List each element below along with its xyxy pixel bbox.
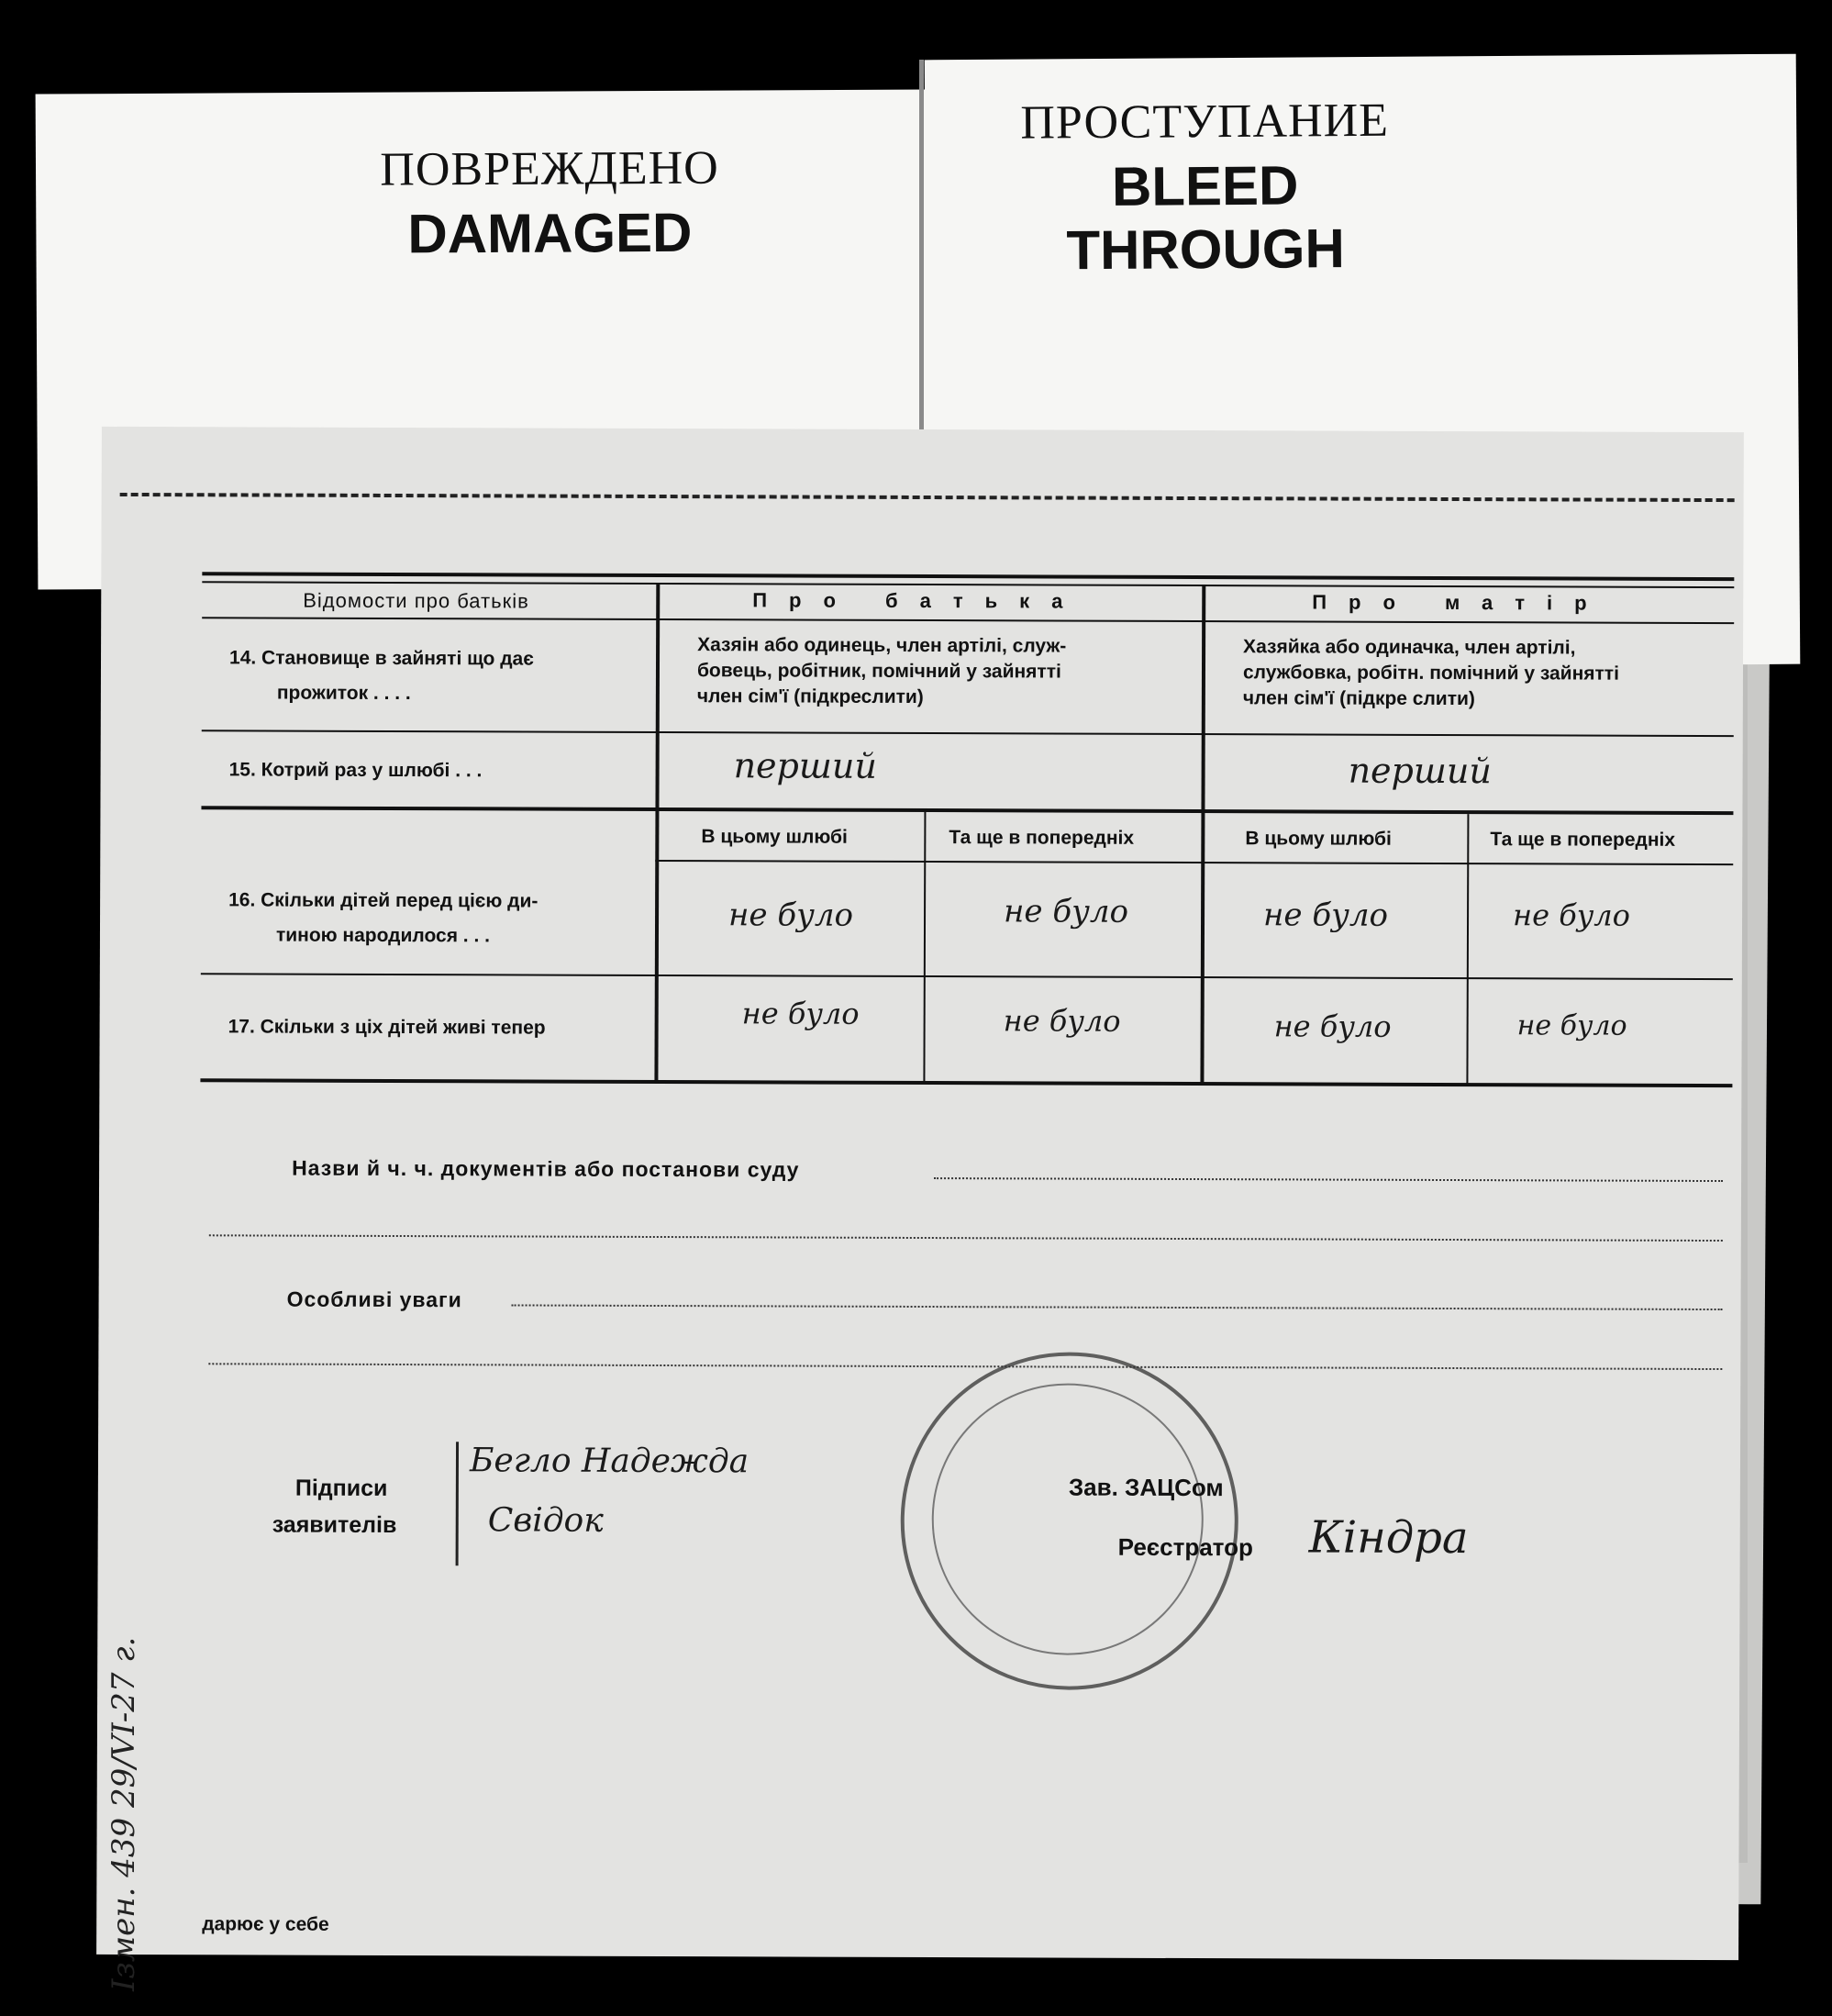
col-divider-mother [1466,814,1469,1085]
row17-value-1: не було [741,996,860,1031]
notes-line [512,1304,1723,1310]
subheader-previous-mother: Та ще в попередніх [1490,829,1676,851]
row16-value-4: не було [1512,897,1631,933]
bleed-label-ru: ПРОСТУПАНИЕ [1020,94,1390,150]
row14-label-2: прожиток . . . . [276,682,411,705]
registrar-label: Реєстратор [1117,1532,1253,1562]
subheader-this-marriage-mother: В цьому шлюбі [1245,828,1392,850]
row16-rule [201,973,1733,980]
row16-value-1: не було [727,897,854,934]
row14-mother-1: Хазяйка або одиначка, член артілі, [1243,636,1576,659]
damaged-label-ru: ПОВРЕЖДЕНО [380,141,719,196]
side-handwritten-note: Ізмен. 439 29/VI-27 г. [105,1636,142,1991]
official-stamp [900,1352,1238,1690]
row14-mother-3: член сім'ї (підкре слити) [1242,687,1475,710]
card-divider [919,60,924,436]
bottom-text: дарює у себе [202,1913,329,1935]
row17-value-4: не було [1516,1009,1627,1042]
row16-label-2: тиною народилося . . . [275,924,491,947]
zav-label: Зав. ЗАЦСом [1068,1473,1224,1502]
subheader-previous-father: Та ще в попередніх [949,827,1135,849]
header-rule [202,617,1734,624]
subheader-rule [655,860,1733,865]
registration-form [96,427,1744,1960]
notes-line-2 [208,1363,1722,1370]
row15-father-value: перший [733,745,877,786]
applicant-signature-1: Бегло Надежда [469,1442,749,1481]
header-mother: Про матір [1312,590,1609,615]
col-divider-father [923,812,926,1083]
stamp-inner-ring [931,1383,1204,1655]
notes-label: Особливі уваги [286,1286,462,1312]
tear-line [120,493,1735,502]
row16-value-3: не було [1262,897,1389,934]
row14-father-1: Хазяін або одинець, член артілі, служ- [697,634,1067,657]
row14-rule [202,730,1734,737]
documents-label: Назви й ч. ч. документів або постанови суду [292,1155,800,1182]
row17-value-2: не було [1003,1003,1121,1039]
row16-value-2: не було [1004,893,1129,930]
row15-mother-value: перший [1348,750,1492,792]
row14-label-1: 14. Становище в зайняті що дає [228,647,534,670]
applicants-signatures-label-1: Підписи [294,1475,388,1501]
applicant-signature-2: Свідок [487,1501,604,1540]
signature-brace [456,1442,459,1565]
subheader-this-marriage-father: В цьому шлюбі [701,826,848,848]
row16-label-1: 16. Скільки дітей перед цією ди- [228,889,538,912]
row14-father-3: член сім'ї (підкреслити) [696,685,924,708]
documents-line-2 [209,1234,1723,1242]
documents-line [934,1177,1723,1182]
row14-mother-2: службовка, робітн. помічний у зайнятті [1242,662,1620,685]
bleed-label-en: BLEED THROUGH [1066,154,1346,282]
header-father: Про батька [752,588,1085,613]
registrar-signature: Кіндра [1308,1511,1469,1565]
row17-label: 17. Скільки з ціх дітей живі тепер [228,1016,546,1039]
col-divider-2 [1200,585,1205,1085]
row15-rule [201,806,1733,815]
col-divider-1 [654,583,660,1083]
applicants-signatures-label-2: заявителів [272,1511,397,1539]
row15-label: 15. Котрий раз у шлюбі . . . [228,759,483,782]
row17-value-3: не було [1273,1008,1392,1044]
row14-father-2: бовець, робітник, помічний у зайнятті [696,660,1061,683]
table-bottom-rule [200,1078,1732,1087]
header-parents-info: Відомости про батьків [303,588,529,613]
damaged-label-en: DAMAGED [407,201,693,265]
table-top-rule [202,572,1734,581]
